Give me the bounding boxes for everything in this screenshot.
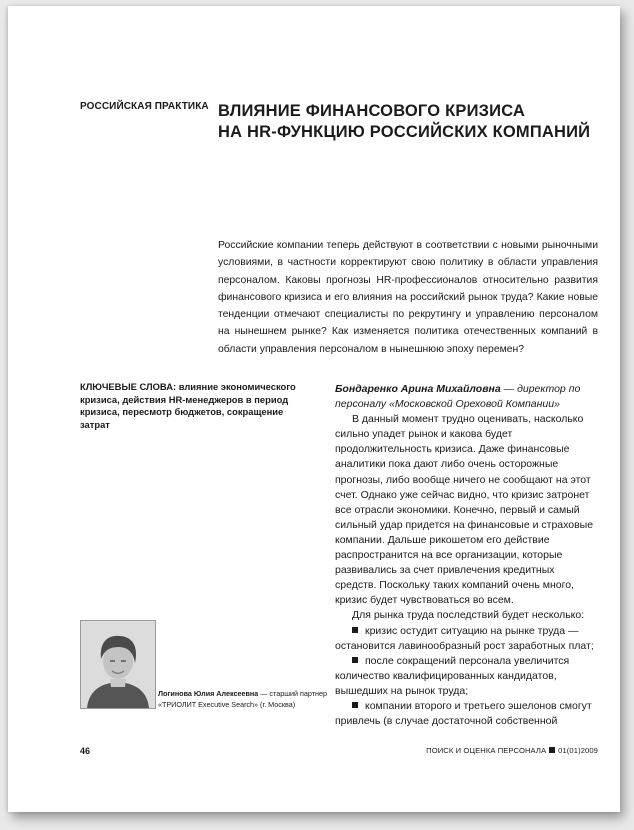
running-footer — [408, 746, 598, 755]
bullet-square-icon — [352, 702, 358, 708]
author-role: — директор по персоналу «Московской Ореховой Компании» — [335, 383, 581, 411]
bullet-item — [335, 654, 598, 699]
magazine-page — [8, 6, 620, 812]
bullet-square-icon — [352, 627, 358, 633]
photo-caption — [158, 688, 328, 710]
portrait-illustration — [81, 621, 155, 708]
portrait-photo — [80, 620, 156, 709]
keywords-text: влияние экономического кризиса, действия HR-менеджеров в период кризиса, пересмотр бюджетов, сокращение затрат — [80, 381, 296, 430]
author-name: Бондаренко Арина Михайловна — [335, 383, 501, 395]
article-title-line2: НА HR-ФУНКЦИЮ РОССИЙСКИХ КОМПАНИЙ — [218, 123, 591, 141]
bullet-item — [335, 699, 598, 729]
footer-square-icon — [549, 747, 555, 753]
article-title-line1: ВЛИЯНИЕ ФИНАНСОВОГО КРИЗИСА — [218, 102, 526, 120]
bullet-text: после сокращений персонала увеличится количество квалифицированных кандидатов, вышедших на рынок труда; — [335, 654, 570, 697]
bullet-text: компании второго и третьего эшелонов смогут привлечь (в случае достаточной собственной — [335, 699, 592, 728]
caption-name: Логинова Юлия Алексеевна — [158, 689, 259, 698]
footer-issue: 01(01)2009 — [558, 746, 598, 755]
page-number: 46 — [80, 746, 91, 756]
bullet-square-icon — [352, 657, 358, 663]
caption-role: — старший партнер «ТРИОЛИТ Executive Search» (г. Москва) — [158, 689, 327, 709]
keywords-block — [80, 381, 310, 431]
article-title — [218, 101, 598, 143]
article-body — [335, 382, 598, 729]
bullet-item — [335, 624, 598, 654]
body-paragraph: Для рынка труда последствий будет несколько: — [352, 609, 585, 622]
author-byline — [335, 382, 598, 412]
footer-journal: ПОИСК И ОЦЕНКА ПЕРСОНАЛА — [426, 746, 547, 755]
section-rubric: РОССИЙСКАЯ ПРАКТИКА — [80, 101, 209, 112]
bullet-text: кризис остудит ситуацию на рынке труда — остановится лавинообразный рост заработных плат; — [335, 624, 594, 652]
keywords-label: КЛЮЧЕВЫЕ СЛОВА: — [80, 381, 177, 392]
body-paragraph: В данный момент трудно оценивать, насколько сильно упадет рынок и какова будет продолжительность кризиса. Даже финансовые аналитики пока дают либо очень осторожные прогнозы, либо вообще ничего не сообщают на этот счет. Однако уже сейчас видно, что кризис затронет все отрасли экономики. Конечно, первый и самый сильный удар придется на финансовые и страховые компании. Дальше рикошетом его действие распространится на все организации, которые развивались за счет привлечения кредитных средств. Поскольку таких компаний очень много, кризис будет чувствоваться во всем. — [335, 413, 594, 607]
article-lead: Российские компании теперь действуют в соответствии с новыми рыночными условиями, в частности корректируют свою политику в области управления персоналом. Каковы прогнозы HR-профессионалов относительно развития финансового кризиса и его влияния на российский рынок труда? Какие новые тенденции отмечают специалисты по рекрутингу и управлению персоналом на нынешнем рынке? Как изменяется политика отечественных компаний в области управления персоналом в нынешнюю эпоху перемен? — [218, 240, 598, 355]
